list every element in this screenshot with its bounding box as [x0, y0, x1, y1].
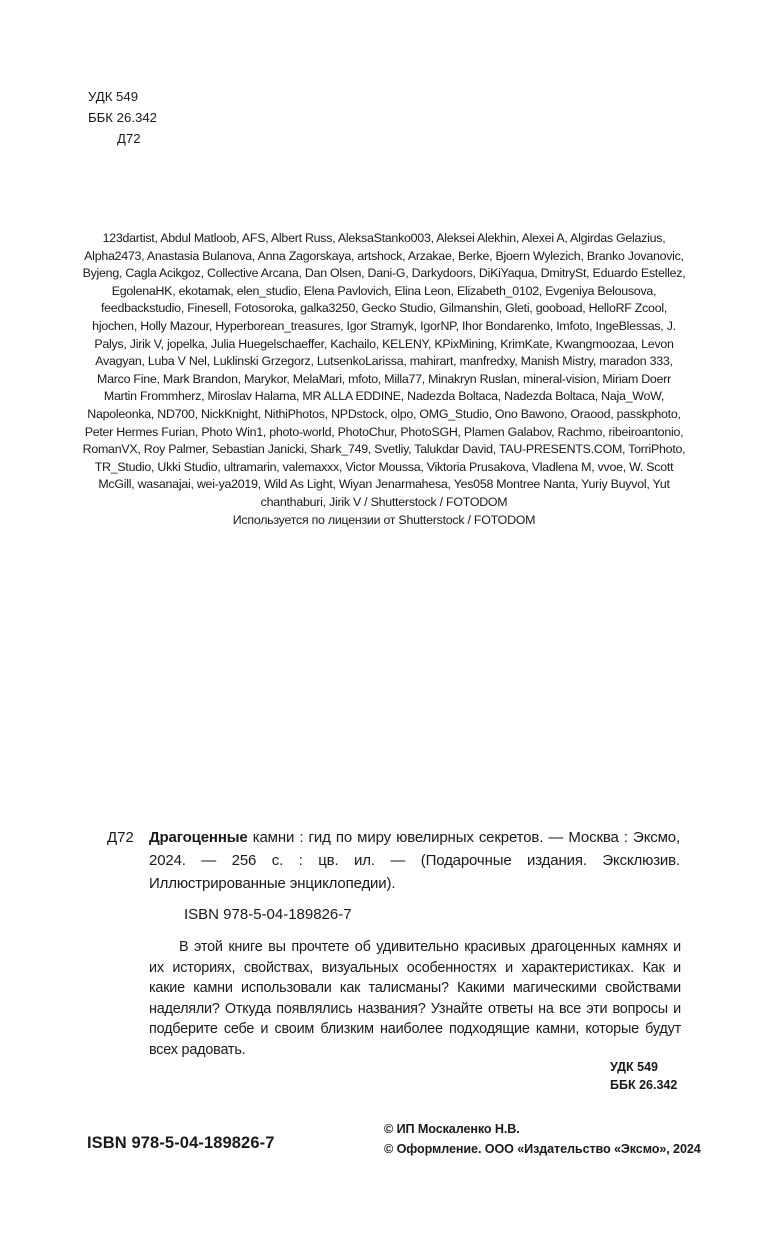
copyright-design: © Оформление. ООО «Издательство «Эксмо», 2024 — [384, 1142, 701, 1156]
copyright-block — [384, 1119, 701, 1159]
catalog-record-entry — [149, 826, 680, 895]
footer-udk-code: УДК 549 — [610, 1060, 659, 1074]
annotation — [149, 937, 681, 1060]
udk-code: УДК 549 — [88, 89, 139, 104]
photo-credits-list: 123dartist, Abdul Matloob, AFS, Albert Russ, AleksaStanko003, Aleksei Alekhin, Alexei A, Algirdas Gelazius, Alpha2473, Anastasia Bulanova, Anna Zagorskaya, artshock, Arzakae, Berke, Bjoern Wylezich, Branko Jovanovic, Byjeng, Cagla Acikgoz, Collective Arcana, Dan Olsen, Dani-G, Darkydoors, DiKiYaqua, DmitrySt, Eduardo Estellez, EgolenaHK, ekotamak, elen_studio, Elena Pavlovich, Elina Leon, Elizabeth_0102, Evgeniya Belousova, feedbackstudio, Finesell, Fotosoroka, galka3250, Gecko Studio, Gilmanshin, Gleti, goobоad, HelloRF Zcool, hjochen, Holly Mazour, Hyperborean_treasures, Igor Stramyk, IgorNP, Ihor Bondarenko, Imfoto, IngeBlessas, J. Palys, Jirik V, jopelka, Julia Huegelschaeffer, Kachailo, KELENY, KPixMining, KrimKate, Kwangmoozaa, Levon Avagyan, Luba V Nel, Luklinski Grzegorz, LutsenkoLarissa, mahirart, manfredxy, Manish Mistry, maradon 333, Marco Fine, Mark Brandon, Marykor, MelaMari, mfoto, Milla77, Minakryn Ruslan, mineral-vision, Miriam Doerr Martin Frommherz, Miroslav Halama, MR ALLA EDDINE, Nadezda Boltaca, Nadezda Boltaca, Naja_WoW, Napoleonka, ND700, NickKnight, NithiPhotos, NPDstock, olpo, OMG_Studio, Ono Bawono, Oraood, passkphoto, Peter Hermes Furian, Photo Win1, photo-world, PhotoChur, PhotoSGH, Plamen Galabov, Rachmo, ribeiroantonio, RomanVX, Roy Palmer, Sebastian Janicki, Shark_749, Svetliy, Talukdar David, TAU-PRESENTS.COM, TorriPhoto, TR_Studio, Ukki Studio, ultramarin, valemaxxx, Victor Moussa, Viktoria Prusakova, Vladlena M, vvoe, W. Scott McGill, wasanajai, wei-ya2019, Wild As Light, Wiyan Jenarmahesa, Yes058 Montree Nanta, Yuriy Buyvol, Yut chanthaburi, Jirik V / Shutterstock / FOTODOM — [82, 231, 686, 509]
catalog-record — [88, 826, 680, 895]
license-note: Используется по лицензии от Shutterstock / FOTODOM — [232, 512, 536, 527]
footer-bbk-code: ББК 26.342 — [610, 1078, 678, 1092]
photo-credits — [80, 230, 688, 529]
catalog-isbn: ISBN 978-5-04-189826-7 — [184, 906, 352, 923]
bbk-code: ББК 26.342 — [88, 110, 157, 125]
catalog-record-description: камни : гид по миру ювелирных секретов. — Москва : Эксмо, 2024. — 256 с. : цв. ил. — (Подарочные издания. Эксклюзив. Иллюстрированные энциклопедии). — [149, 829, 680, 892]
copyright-author: © ИП Москаленко Н.В. — [384, 1122, 520, 1136]
annotation-text: В этой книге вы прочтете об удивительно красивых драгоценных камнях и их историях, свойствах, визуальных особенностях и характеристиках. Как и какие камни использовали как талисманы? Какими магическими свойствами наделяли? Откуда появлялись названия? Узнайте ответы на все эти вопросы и подберите себе и своим близким наиболее подходящие камни, которые будут всех радовать. — [149, 939, 681, 1058]
classification-codes — [88, 86, 157, 149]
catalog-record-title: Драгоценные — [149, 829, 248, 846]
author-sign: Д72 — [117, 131, 141, 146]
catalog-record-code: Д72 — [107, 829, 134, 846]
footer-isbn: ISBN 978-5-04-189826-7 — [87, 1134, 275, 1152]
footer-classification-codes — [610, 1058, 677, 1094]
